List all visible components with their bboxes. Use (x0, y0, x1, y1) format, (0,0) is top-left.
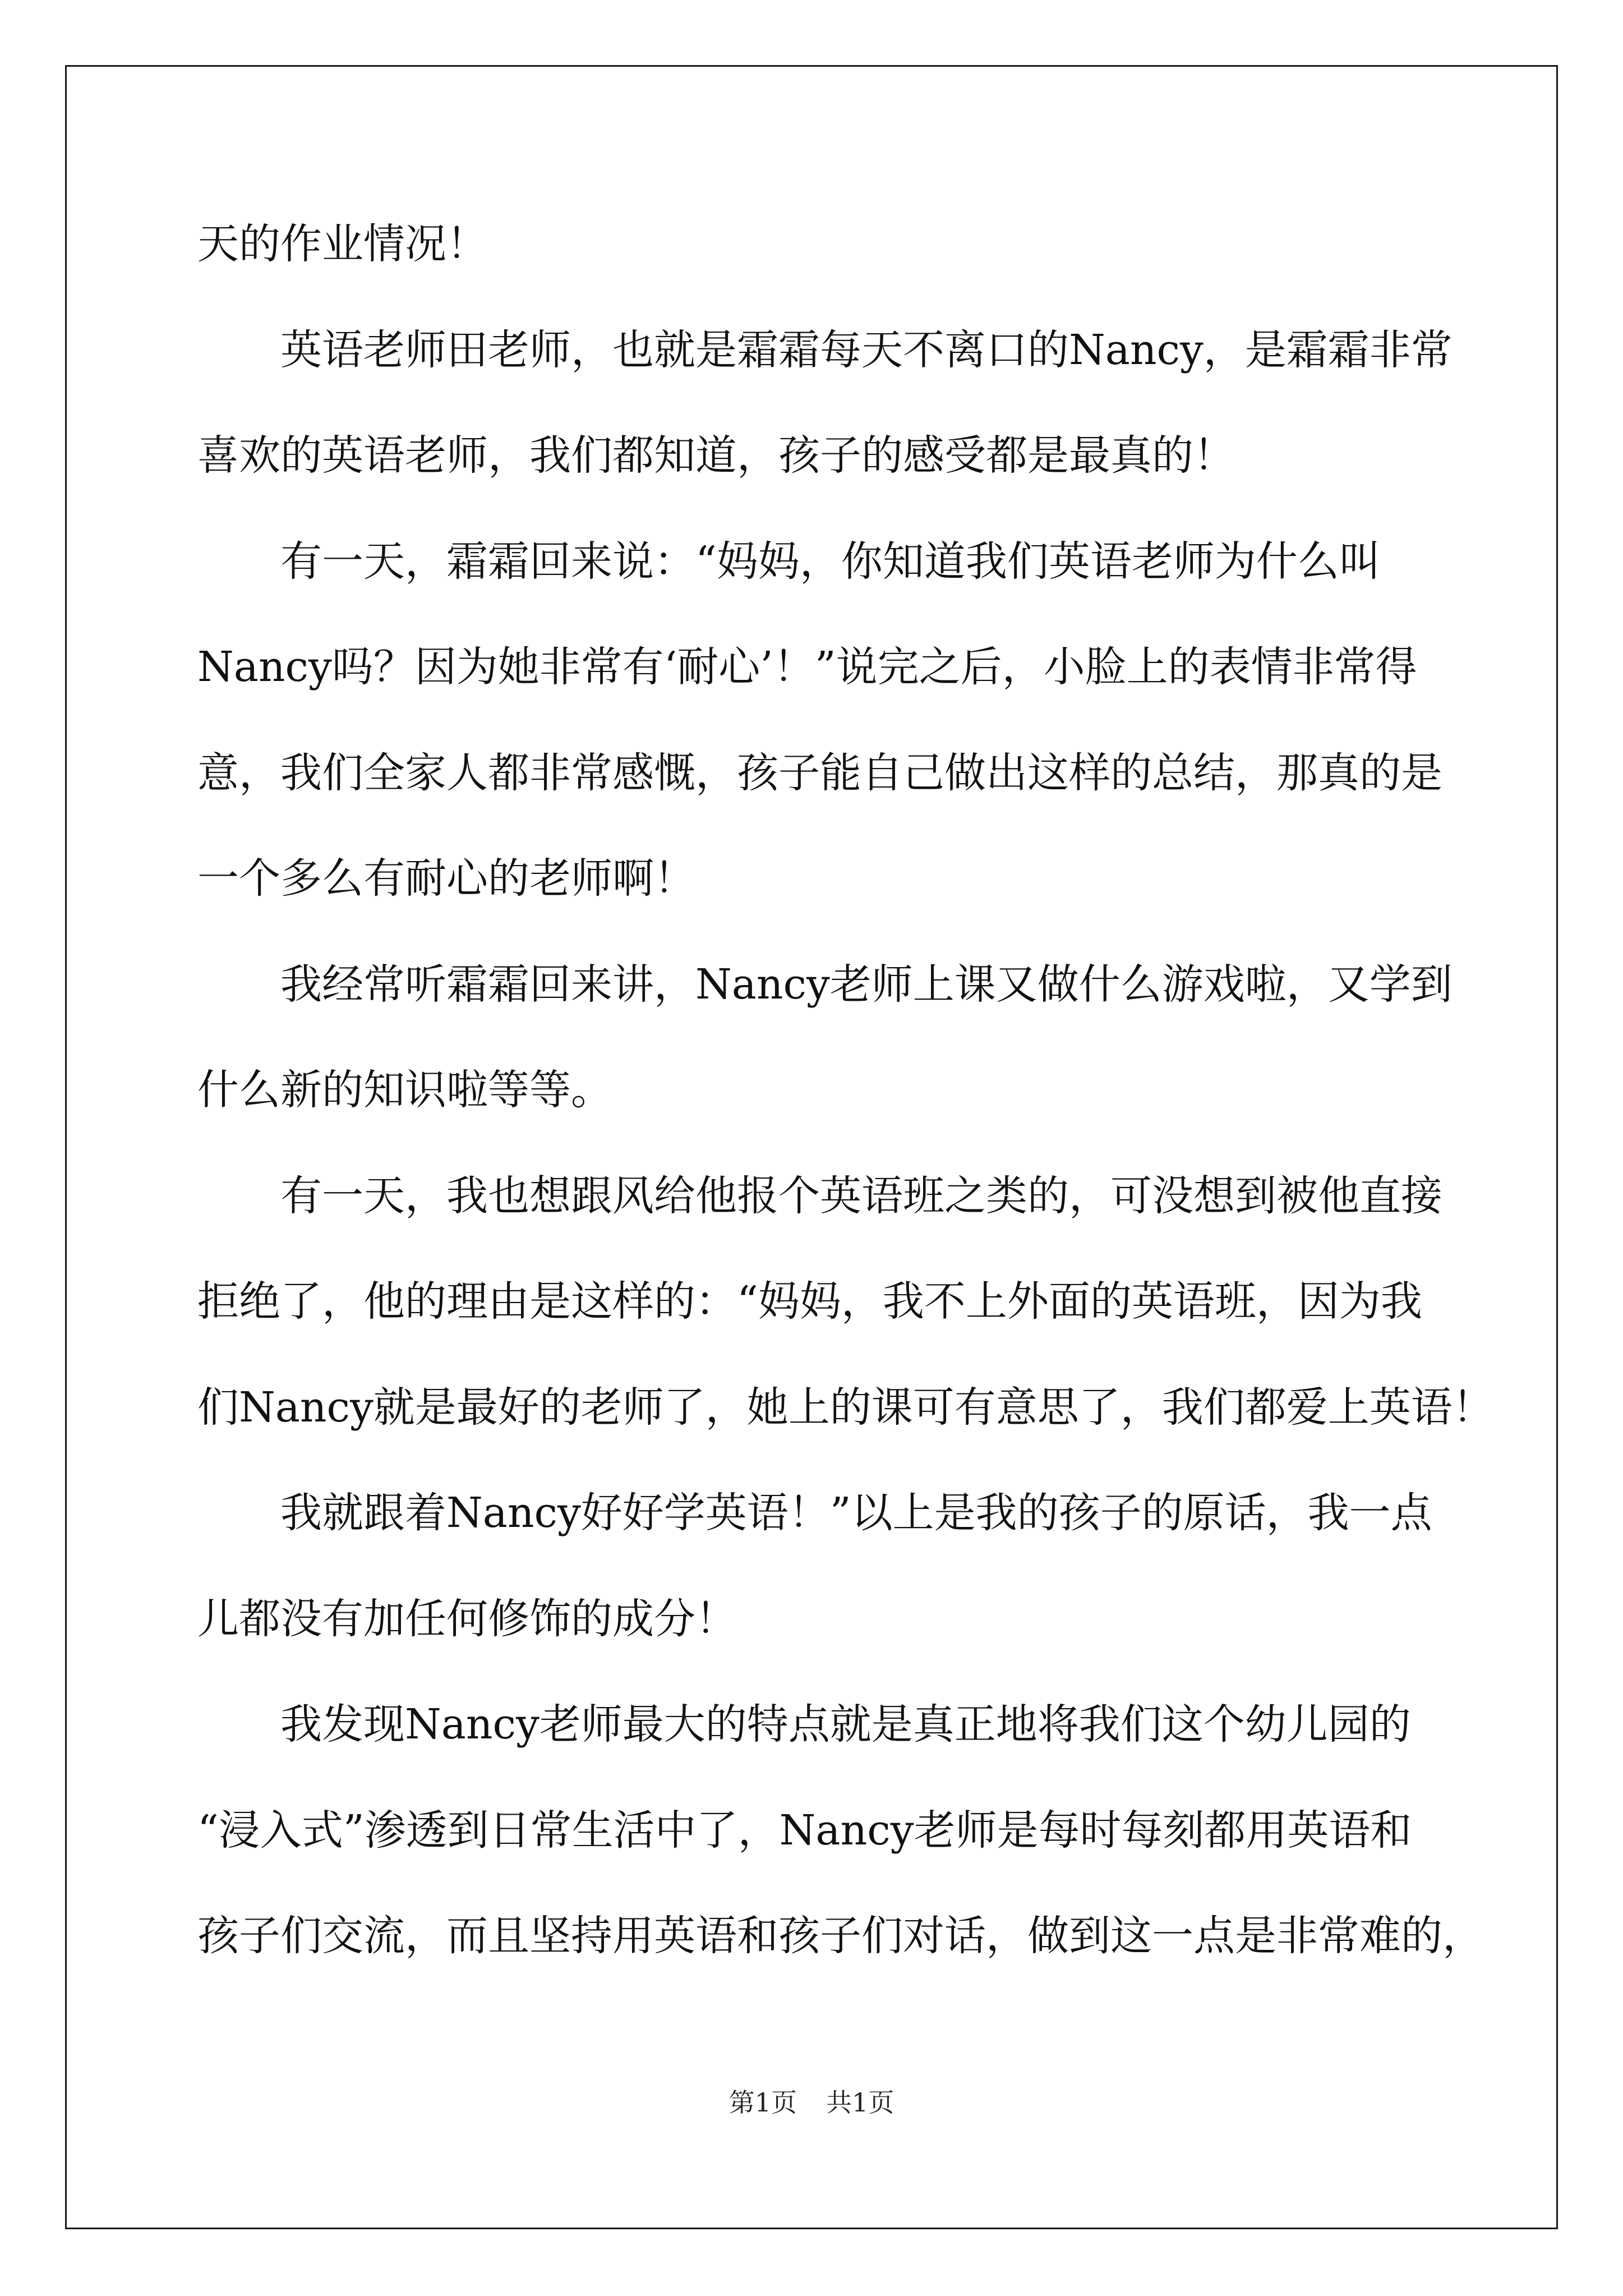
text-line: 喜欢的英语老师，我们都知道，孩子的感受都是最真的！ (197, 431, 1235, 480)
text-line: 孩子们交流，而且坚持用英语和孩子们对话，做到这一点是非常难的， (197, 1912, 1484, 1960)
page-number-total: 共1页 (826, 2087, 895, 2118)
document-body (197, 216, 1494, 2014)
page-number-current: 第1页 (728, 2087, 797, 2118)
text-line: Nancy吗？因为她非常有‘耐心’！”说完之后，小脸上的表情非常得 (197, 643, 1417, 691)
text-line: 我就跟着Nancy好好学英语！”以上是我的孩子的原话，我一点 (280, 1489, 1432, 1537)
text-line: 有一天，我也想跟风给他报个英语班之类的，可没想到被他直接 (280, 1171, 1442, 1220)
text-line: 儿都没有加任何修饰的成分！ (197, 1594, 737, 1643)
text-line: 意，我们全家人都非常感慨，孩子能自己做出这样的总结，那真的是 (197, 748, 1442, 797)
text-line: 什么新的知识啦等等。 (197, 1066, 612, 1114)
text-line: 拒绝了，他的理由是这样的：“妈妈，我不上外面的英语班，因为我 (197, 1277, 1422, 1326)
text-line: 我发现Nancy老师最大的特点就是真正地将我们这个幼儿园的 (280, 1700, 1411, 1749)
text-line: “浸入式”渗透到日常生活中了，Nancy老师是每时每刻都用英语和 (197, 1806, 1412, 1855)
text-line: 天的作业情况！ (197, 220, 488, 268)
text-line: 一个多么有耐心的老师啊！ (197, 854, 695, 903)
text-line: 我经常听霜霜回来讲，Nancy老师上课又做什么游戏啦，又学到 (280, 960, 1453, 1009)
text-line: 有一天，霜霜回来说：“妈妈，你知道我们英语老师为什么叫 (280, 537, 1381, 586)
text-line: 们Nancy就是最好的老师了，她上的课可有意思了，我们都爱上英语！ (197, 1383, 1494, 1432)
text-line: 英语老师田老师，也就是霜霜每天不离口的Nancy，是霜霜非常 (280, 325, 1453, 374)
page-footer (0, 2086, 1623, 2119)
